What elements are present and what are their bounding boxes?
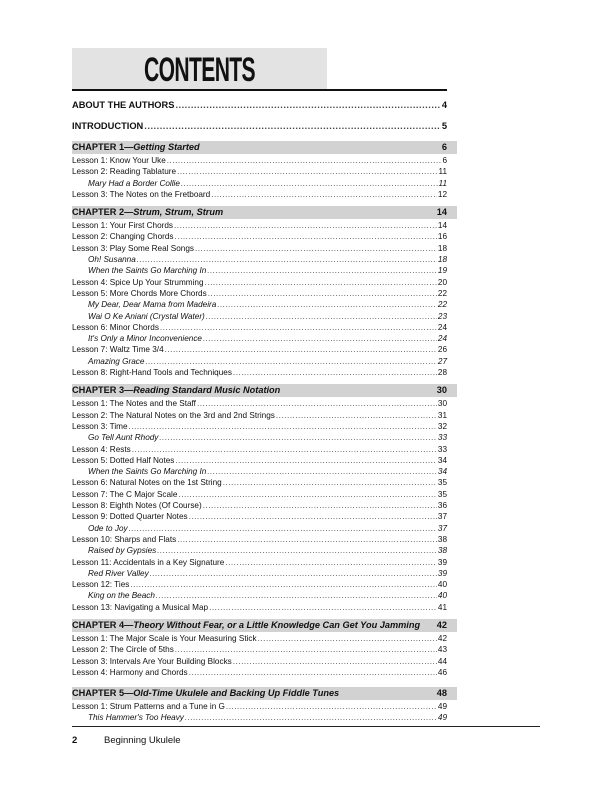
entry-page: 34: [437, 455, 447, 465]
entry-label: Lesson 4: Spice Up Your Strumming: [72, 277, 204, 287]
lesson-entry[interactable]: [72, 322, 447, 333]
entry-page: 40: [437, 580, 447, 590]
title-divider: [72, 89, 447, 91]
dot-leader: [145, 356, 436, 367]
dot-leader: [175, 644, 437, 655]
entry-page: 36: [437, 501, 447, 511]
lesson-entry[interactable]: [72, 667, 447, 678]
footer-divider: [72, 726, 540, 727]
dot-leader: [132, 444, 437, 455]
dot-leader: [203, 333, 437, 344]
song-entry[interactable]: [72, 178, 447, 189]
dot-leader: [189, 511, 437, 522]
entry-page: 38: [437, 534, 447, 544]
chapter-header[interactable]: [72, 206, 457, 219]
song-entry[interactable]: [72, 333, 447, 344]
dot-leader: [174, 220, 437, 231]
footer-book-title: Beginning Ukulele: [104, 735, 181, 746]
dot-leader: [276, 410, 437, 421]
dot-leader: [203, 500, 437, 511]
entry-label: Lesson 3: Time: [72, 421, 128, 431]
dot-leader: [175, 99, 440, 112]
song-entry[interactable]: [72, 356, 447, 367]
dot-leader: [209, 602, 437, 613]
dot-leader: [177, 534, 437, 545]
song-entry[interactable]: [72, 545, 447, 556]
dot-leader: [233, 656, 437, 667]
footer-page-number: 2: [72, 735, 78, 746]
song-entry[interactable]: [72, 254, 447, 265]
entry-page: 32: [437, 421, 447, 431]
lesson-entry[interactable]: [72, 344, 447, 355]
entry-label: Lesson 12: Ties: [72, 580, 130, 590]
dot-leader: [181, 178, 438, 189]
dot-leader: [226, 701, 437, 712]
entry-page: 11: [438, 167, 447, 177]
entry-page: 4: [441, 100, 447, 110]
chapter-title: [72, 687, 339, 700]
chapter-subtitle: Old-Time Ukulele and Backing Up Fiddle Tunes: [133, 688, 340, 699]
entry-label: Lesson 2: The Circle of 5ths: [72, 645, 174, 655]
dot-leader: [233, 367, 437, 378]
entry-label: Ode to Joy: [88, 523, 128, 533]
entry-label: Lesson 4: Harmony and Chords: [72, 667, 188, 677]
dot-leader: [211, 189, 437, 200]
dot-leader: [208, 288, 437, 299]
lesson-entry[interactable]: [72, 444, 447, 455]
entry-label: Lesson 5: Dotted Half Notes: [72, 455, 175, 465]
lesson-entry[interactable]: [72, 166, 447, 177]
entry-page: 6: [442, 156, 447, 165]
entry-page: 39: [437, 557, 447, 567]
dot-leader: [178, 489, 436, 500]
lesson-entry[interactable]: [72, 602, 447, 613]
entry-page: 26: [437, 345, 447, 355]
dot-leader: [207, 265, 437, 276]
entry-page: 37: [437, 523, 447, 533]
song-entry[interactable]: [72, 568, 447, 579]
lesson-entry[interactable]: [72, 421, 447, 432]
dot-leader: [160, 322, 437, 333]
dot-leader: [223, 477, 437, 488]
entry-label: Lesson 6: Minor Chords: [72, 322, 159, 332]
entry-page: 24: [437, 322, 447, 332]
entry-label: Lesson 1: The Major Scale is Your Measuring Stick: [72, 633, 257, 643]
lesson-entry[interactable]: [72, 701, 447, 712]
song-entry[interactable]: [72, 265, 447, 276]
lesson-entry[interactable]: [72, 243, 447, 254]
dot-leader: [207, 466, 437, 477]
entry-label: Lesson 1: Know Your Uke: [72, 156, 166, 165]
entry-label: Amazing Grace: [88, 356, 145, 366]
entry-page: 24: [437, 334, 447, 344]
dot-leader: [217, 299, 437, 310]
lesson-entry[interactable]: [72, 633, 447, 644]
entry-page: 35: [437, 489, 447, 499]
dot-leader: [157, 545, 437, 556]
song-entry[interactable]: [72, 299, 447, 310]
entry-label: Lesson 4: Rests: [72, 444, 131, 454]
song-entry[interactable]: [72, 712, 447, 723]
entry-page: 43: [437, 645, 447, 655]
entry-page: 14: [437, 221, 447, 231]
entry-label: INTRODUCTION: [72, 121, 144, 131]
entry-label: Lesson 8: Eighth Notes (Of Course): [72, 501, 202, 511]
dot-leader: [129, 421, 437, 432]
chapter-page: 48: [436, 688, 447, 699]
entry-page: 31: [437, 410, 447, 420]
dot-leader: [258, 633, 437, 644]
dot-leader: [156, 590, 437, 601]
entry-page: 5: [441, 121, 447, 131]
entry-page: 18: [437, 255, 447, 265]
lesson-entry[interactable]: [72, 277, 447, 288]
entry-label: When the Saints Go Marching In: [88, 467, 207, 477]
dot-leader: [150, 568, 437, 579]
dot-leader: [129, 523, 437, 534]
entry-label: Lesson 7: The C Major Scale: [72, 489, 178, 499]
lesson-entry[interactable]: [72, 534, 447, 545]
entry-page: 27: [437, 356, 447, 366]
chapter-title: [72, 384, 280, 397]
toc-entry-top[interactable]: [72, 120, 447, 141]
song-entry[interactable]: [72, 466, 447, 477]
entry-label: My Dear, Dear Mama from Madeira: [88, 300, 217, 310]
entry-page: 23: [437, 311, 447, 321]
entry-label: Lesson 9: Dotted Quarter Notes: [72, 512, 188, 522]
entry-page: 30: [437, 399, 447, 409]
lesson-entry[interactable]: [72, 557, 447, 568]
entry-page: 12: [437, 189, 447, 199]
chapter-page: 6: [441, 142, 447, 152]
entry-page: 38: [437, 546, 447, 556]
entry-page: 40: [437, 591, 447, 601]
chapter-label: CHAPTER 5—: [72, 688, 134, 699]
entry-label: Lesson 11: Accidentals in a Key Signature: [72, 557, 225, 567]
entry-label: King on the Beach: [88, 591, 155, 601]
dot-leader: [144, 120, 441, 133]
chapter-label: CHAPTER 4—: [72, 619, 134, 630]
lesson-entry[interactable]: [72, 455, 447, 466]
lesson-entry[interactable]: [72, 477, 447, 488]
entry-page: 18: [437, 243, 447, 253]
lesson-entry[interactable]: [72, 410, 447, 421]
entry-label: Go Tell Aunt Rhody: [88, 433, 159, 443]
toc-entry-top[interactable]: [72, 99, 447, 120]
entry-page: 33: [437, 444, 447, 454]
dot-leader: [175, 231, 437, 242]
entry-label: It's Only a Minor Inconvenience: [88, 334, 202, 344]
entry-label: Red River Valley: [88, 568, 149, 578]
lesson-entry[interactable]: [72, 398, 447, 409]
chapter-page: 30: [436, 385, 447, 396]
entry-page: 22: [437, 288, 447, 298]
lesson-entry[interactable]: [72, 155, 447, 166]
dot-leader: [205, 277, 437, 288]
song-entry[interactable]: [72, 432, 447, 443]
entry-label: Lesson 6: Natural Notes on the 1st String: [72, 478, 222, 488]
chapter-subtitle: Reading Standard Music Notation: [133, 385, 281, 396]
entry-page: 33: [437, 433, 447, 443]
entry-label: Lesson 10: Sharps and Flats: [72, 534, 177, 544]
entry-page: 39: [437, 568, 447, 578]
song-entry[interactable]: [72, 311, 447, 322]
entry-page: 19: [437, 266, 447, 276]
entry-page: 20: [437, 277, 447, 287]
entry-page: 11: [438, 178, 447, 188]
dot-leader: [197, 398, 437, 409]
chapter-header[interactable]: [72, 384, 457, 397]
dot-leader: [195, 243, 437, 254]
entry-page: 28: [437, 368, 447, 378]
chapter-header[interactable]: [72, 687, 457, 700]
entry-page: 37: [437, 512, 447, 522]
entry-label: Lesson 3: The Notes on the Fretboard: [72, 189, 211, 199]
dot-leader: [130, 579, 437, 590]
entry-label: When the Saints Go Marching In: [88, 266, 207, 276]
entry-page: 42: [437, 633, 447, 643]
entry-label: Lesson 3: Play Some Real Songs: [72, 243, 194, 253]
chapter-subtitle: Theory Without Fear, or a Little Knowledge Can Get You Jamming: [133, 619, 421, 630]
chapter-page: 14: [436, 207, 447, 218]
entry-page: 34: [437, 467, 447, 477]
chapter-header[interactable]: [72, 141, 457, 154]
entry-label: Lesson 1: Strum Patterns and a Tune in G: [72, 702, 225, 712]
chapter-label: CHAPTER 3—: [72, 385, 134, 396]
chapter-label: CHAPTER 2—: [72, 207, 134, 218]
entry-page: 49: [437, 713, 447, 723]
dot-leader: [159, 432, 436, 443]
entry-label: Lesson 3: Intervals Are Your Building Blocks: [72, 656, 232, 666]
lesson-entry[interactable]: [72, 644, 447, 655]
lesson-entry[interactable]: [72, 656, 447, 667]
entry-page: 44: [437, 656, 447, 666]
chapter-title: [72, 619, 420, 632]
lesson-entry[interactable]: [72, 500, 447, 511]
entry-label: Lesson 7: Waltz Time 3/4: [72, 345, 164, 355]
entry-label: This Hammer's Too Heavy: [88, 713, 184, 723]
dot-leader: [206, 311, 437, 322]
entry-page: 41: [437, 602, 447, 612]
chapter-subtitle: Strum, Strum, Strum: [133, 207, 224, 218]
entry-page: 22: [437, 300, 447, 310]
entry-label: Lesson 2: Reading Tablature: [72, 167, 177, 177]
lesson-entry[interactable]: [72, 189, 447, 200]
entry-label: Lesson 1: Your First Chords: [72, 221, 174, 231]
song-entry[interactable]: [72, 523, 447, 534]
entry-label: Lesson 2: The Natural Notes on the 3rd and 2nd Strings: [72, 410, 275, 420]
entry-label: ABOUT THE AUTHORS: [72, 100, 175, 110]
entry-label: Lesson 8: Right-Hand Tools and Techniques: [72, 368, 232, 378]
dot-leader: [189, 667, 437, 678]
entry-label: Raised by Gypsies: [88, 546, 157, 556]
chapter-label: CHAPTER 1—: [72, 142, 134, 152]
dot-leader: [175, 455, 436, 466]
entry-page: 49: [437, 702, 447, 712]
entry-label: Lesson 13: Navigating a Musical Map: [72, 602, 209, 612]
entry-label: Mary Had a Border Collie: [88, 178, 180, 188]
lesson-entry[interactable]: [72, 489, 447, 500]
entry-page: 16: [437, 232, 447, 242]
dot-leader: [165, 344, 437, 355]
lesson-entry[interactable]: [72, 579, 447, 590]
lesson-entry[interactable]: [72, 288, 447, 299]
lesson-entry[interactable]: [72, 231, 447, 242]
chapter-header[interactable]: [72, 619, 457, 632]
dot-leader: [225, 557, 437, 568]
entry-label: Lesson 5: More Chords More Chords: [72, 288, 207, 298]
chapter-page: 42: [436, 619, 447, 630]
entry-label: Lesson 2: Changing Chords: [72, 232, 174, 242]
dot-leader: [167, 155, 442, 166]
chapter-title: [72, 141, 200, 154]
table-of-contents: [72, 99, 457, 724]
entry-label: Oh! Susanna: [88, 255, 136, 265]
entry-page: 46: [437, 667, 447, 677]
chapter-title: [72, 206, 223, 219]
lesson-entry[interactable]: [72, 511, 447, 522]
page-title: CONTENTS: [144, 51, 255, 89]
dot-leader: [137, 254, 437, 265]
lesson-entry[interactable]: [72, 367, 447, 378]
lesson-entry[interactable]: [72, 220, 447, 231]
entry-label: Wai O Ke Aniani (Crystal Water): [88, 311, 205, 321]
dot-leader: [177, 166, 437, 177]
chapter-subtitle: Getting Started: [133, 142, 200, 152]
song-entry[interactable]: [72, 590, 447, 601]
entry-label: Lesson 1: The Notes and the Staff: [72, 399, 196, 409]
entry-page: 35: [437, 478, 447, 488]
dot-leader: [185, 712, 437, 723]
